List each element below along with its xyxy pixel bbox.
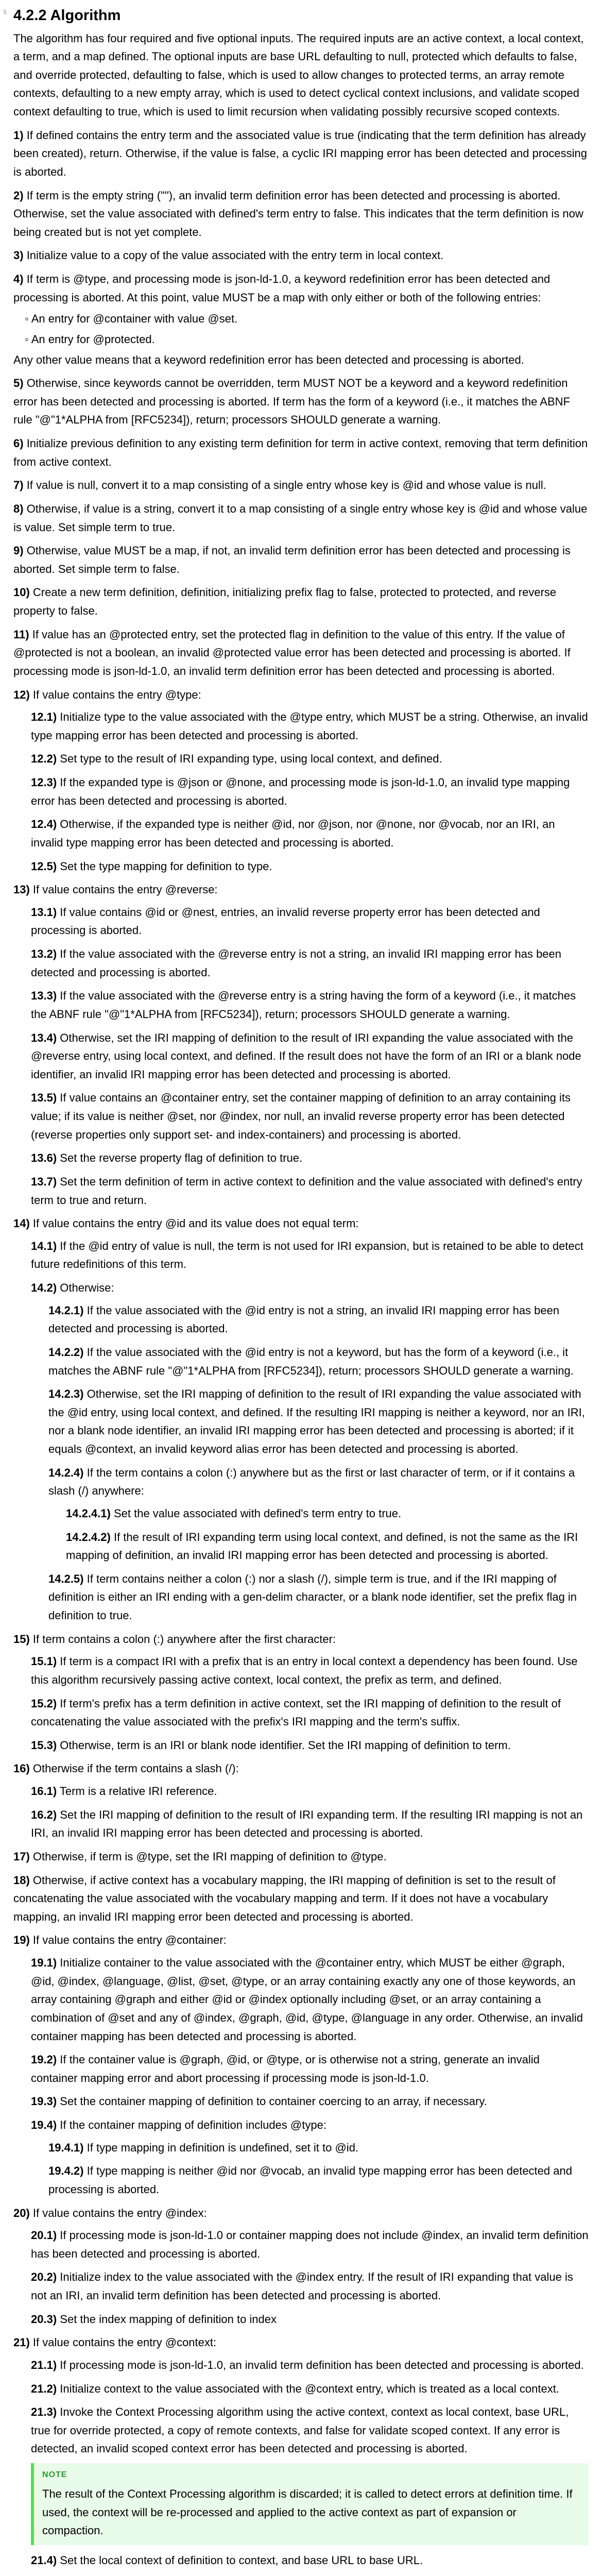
algorithm-substep bbox=[31, 2226, 589, 2263]
step-text: If value contains an @container entry, set the container mapping of definition to an array containing its value; if its value is neither @set, nor @index, nor null, an invalid reverse property error has been detected (reverse properties only support set- and index-containers) and processing is aborted. bbox=[31, 1091, 571, 1141]
step-text: If the expanded type is @json or @none, and processing mode is json-ld-1.0, an invalid type mapping error has been detected and processing is aborted. bbox=[31, 776, 570, 807]
step-text: If the value associated with the @id entry is not a string, an invalid IRI mapping error has been detected and processing is aborted. bbox=[48, 1303, 560, 1335]
step-number: 20) bbox=[13, 2206, 30, 2219]
step-text: If value contains the entry @index: bbox=[32, 2206, 207, 2219]
step-number: 14.2.4.1) bbox=[66, 1506, 111, 1520]
algorithm-step bbox=[13, 1931, 589, 2198]
algorithm-substep bbox=[48, 2162, 589, 2198]
step-text: Otherwise, term is an IRI or blank node identifier. Set the IRI mapping of definition to term. bbox=[60, 1738, 511, 1752]
algorithm-step bbox=[13, 434, 589, 471]
step-number: 9) bbox=[13, 544, 24, 557]
step-number: 19.3) bbox=[31, 2095, 57, 2108]
algorithm-step bbox=[13, 187, 589, 242]
substep-list bbox=[31, 1237, 589, 1625]
step-number: 12.2) bbox=[31, 752, 57, 766]
step-number: 19.2) bbox=[31, 2053, 57, 2066]
algorithm-substep bbox=[48, 2139, 589, 2157]
algorithm-substep bbox=[48, 1343, 589, 1380]
step-number: 14.2.3) bbox=[48, 1387, 84, 1401]
step-text: Term is a relative IRI reference. bbox=[59, 1785, 217, 1798]
step-text: If the container mapping of definition includes @type: bbox=[60, 2119, 326, 2132]
step-text: Otherwise, since keywords cannot be overridden, term MUST NOT be a keyword and a keyword redefinition error has been detected and processing is aborted. If term has the form of a keyword (i.e., it matches the ABNF rule "@"1*ALPHA from [RFC5234]), return; processors SHOULD generate a warning. bbox=[13, 377, 570, 427]
substep-list bbox=[31, 903, 589, 1209]
step-number: 14.2.1) bbox=[48, 1303, 84, 1317]
substep-list bbox=[31, 2356, 589, 2458]
algorithm-substep bbox=[66, 1504, 589, 1523]
step-text: Otherwise, set the IRI mapping of definition to the result of IRI expanding the value associated with the @reverse entry, using local context, and defined. If the result does not have the form of an IRI or a blank node identifier, an invalid IRI mapping error has been detected and processing is aborted. bbox=[31, 1031, 581, 1081]
step-number: 2) bbox=[13, 189, 24, 202]
step-number: 21.3) bbox=[31, 2405, 57, 2419]
step-text: If term is the empty string (""), an invalid term definition error has been detected and processing is aborted. Otherwise, set the value associated with defined's term entry to false. This indicates that the term definition is now being created but is not yet complete. bbox=[13, 189, 583, 239]
step-number: 20.3) bbox=[31, 2312, 57, 2326]
step-text: Create a new term definition, definition, initializing prefix flag to false, protected to protected, and reverse property to false. bbox=[13, 586, 557, 618]
step-number: 16) bbox=[13, 1762, 30, 1775]
step-number: 13.6) bbox=[31, 1151, 57, 1165]
algorithm-step bbox=[13, 374, 589, 429]
algorithm-substep bbox=[31, 2551, 589, 2570]
algorithm-substep bbox=[31, 1149, 589, 1167]
algorithm-substep bbox=[66, 1528, 589, 1565]
step-text: Otherwise: bbox=[60, 1281, 114, 1295]
step-text: If the value associated with the @reverse entry is not a string, an invalid IRI mapping error has been detected and processing is aborted. bbox=[31, 947, 562, 979]
step-text: Set the local context of definition to context, and base URL to base URL. bbox=[60, 2553, 423, 2567]
step-number: 12) bbox=[13, 688, 30, 701]
step-number: 14.2.4) bbox=[48, 1466, 84, 1479]
step-number: 19.4.1) bbox=[48, 2141, 84, 2154]
step-number: 11) bbox=[13, 628, 29, 641]
algorithm-substep bbox=[31, 1806, 589, 1842]
step-number: 13.1) bbox=[31, 905, 57, 919]
intro-paragraph: The algorithm has four required and five optional inputs. The required inputs are an active context, a local context, a term, and a map defined. The optional inputs are base URL defaulting to null, protected which defaults to false, and override protected, defaulting to false, which is used to allow changes to protected terms, an array remote contexts, defaulting to a new empty array, which is used to detect cyclical context inclusions, and validate scoped context defaulting to true, which is used to limit recursion when validating possibly recursive scoped contexts. bbox=[13, 31, 584, 118]
step-text: If type mapping in definition is undefined, set it to @id. bbox=[87, 2141, 359, 2154]
algorithm-substep bbox=[31, 1694, 589, 1731]
algorithm-substep bbox=[48, 1464, 589, 1565]
algorithm-step bbox=[13, 2204, 589, 2329]
step-number: 8) bbox=[13, 502, 24, 515]
step-number: 13.4) bbox=[31, 1031, 57, 1044]
algorithm-substep bbox=[31, 1237, 589, 1274]
step-text: If term contains neither a colon (:) nor a slash (/), simple term is true, and if the IRI mapping of definition is either an IRI ending with a gen-delim character, or a blank node identifier, set the prefix flag in definition to true. bbox=[48, 1572, 577, 1622]
step-text: Invoke the Context Processing algorithm using the active context, context as local context, base URL, true for override protected, a copy of remote contexts, and false for validate scoped context. If any error is detected, an invalid scoped context error has been detected and processing is aborted. bbox=[31, 2405, 569, 2455]
step-text: If term is a compact IRI with a prefix that is an entry in local context a dependency has been found. Use this algorithm recursively passing active context, local context, the prefix as term, and defined. bbox=[31, 1655, 578, 1686]
note-box bbox=[31, 2463, 589, 2545]
section-anchor[interactable]: § bbox=[3, 8, 7, 15]
step-number: 14.2.4.2) bbox=[66, 1530, 111, 1544]
step-text: If value contains the entry @id and its value does not equal term: bbox=[32, 1217, 359, 1230]
step-number: 13.5) bbox=[31, 1091, 57, 1105]
algorithm-substep bbox=[31, 1954, 589, 2045]
substep-list bbox=[31, 2551, 589, 2570]
step-number: 17) bbox=[13, 1850, 30, 1863]
step-number: 19.1) bbox=[31, 1956, 57, 1970]
step-text: Initialize previous definition to any existing term definition for term in active context, removing that term definition from active context. bbox=[13, 437, 588, 468]
substep-list bbox=[31, 1782, 589, 1842]
step-number: 13.3) bbox=[31, 989, 57, 1003]
step-number: 7) bbox=[13, 479, 24, 492]
substep-list bbox=[48, 2139, 589, 2199]
step-text: Otherwise, if the expanded type is neither @id, nor @json, nor @none, nor @vocab, nor an IRI, an invalid type mapping error has been detected and processing is aborted. bbox=[31, 818, 555, 849]
algorithm-step bbox=[13, 583, 589, 620]
step-number: 12.4) bbox=[31, 818, 57, 831]
algorithm-step bbox=[13, 476, 589, 495]
bullet-icon: ◦ bbox=[25, 332, 31, 346]
step-text: Set the type mapping for definition to type. bbox=[60, 859, 272, 873]
algorithm-substep bbox=[48, 1301, 589, 1338]
algorithm-step bbox=[13, 246, 589, 265]
step-number: 19) bbox=[13, 1934, 30, 1947]
algorithm-substep bbox=[31, 2310, 589, 2329]
step-text: If value contains the entry @reverse: bbox=[32, 883, 218, 896]
algorithm-substep bbox=[31, 1089, 589, 1144]
algorithm-substep bbox=[31, 1173, 589, 1209]
step-number: 21.4) bbox=[31, 2553, 57, 2567]
step-number: 15.1) bbox=[31, 1655, 57, 1668]
bullet-icon: ◦ bbox=[25, 312, 31, 326]
substep-list bbox=[48, 1301, 589, 1625]
step-text: If processing mode is json-ld-1.0 or container mapping does not include @index, an invalid term definition has been detected and processing is aborted. bbox=[31, 2229, 589, 2260]
step-text: Set the IRI mapping of definition to the result of IRI expanding term. If the resulting IRI mapping is not an IRI, an invalid IRI mapping error has been detected and processing is aborted. bbox=[31, 1808, 583, 1840]
step-text: If the @id entry of value is null, the term is not used for IRI expansion, but is retained to be able to detect future redefinitions of this term. bbox=[31, 1239, 583, 1271]
step-text: If the term contains a colon (:) anywhere but as the first or last character of term, or if it contains a slash (/) anywhere: bbox=[48, 1466, 575, 1498]
step-text: If term contains a colon (:) anywhere after the first character: bbox=[32, 1632, 336, 1646]
step-number: 5) bbox=[13, 377, 24, 390]
algorithm-step bbox=[13, 1848, 589, 1866]
step-number: 21.1) bbox=[31, 2358, 57, 2371]
step-number: 14) bbox=[13, 1217, 30, 1230]
step-text: If value is null, convert it to a map consisting of a single entry whose key is @id and whose value is null. bbox=[26, 479, 546, 492]
algorithm-step bbox=[13, 2333, 589, 2569]
algorithm-substep bbox=[31, 1736, 589, 1755]
algorithm-substep bbox=[31, 750, 589, 768]
algorithm-substep bbox=[31, 773, 589, 810]
step-text: If term is @type, and processing mode is json-ld-1.0, a keyword redefinition error has been detected and processing is aborted. At this point, value MUST be a map with only either or both of the following entries: bbox=[13, 273, 551, 304]
bullet-text: An entry for @container with value @set. bbox=[31, 312, 238, 326]
step-number: 13.2) bbox=[31, 947, 57, 961]
step-text: If the value associated with the @reverse entry is a string having the form of a keyword (i.e., it matches the ABNF rule "@"1*ALPHA from [RFC5234]), return; processors SHOULD generate a warning. bbox=[31, 989, 576, 1021]
step-text: Otherwise, value MUST be a map, if not, an invalid term definition error has been detected and processing is aborted. Set simple term to false. bbox=[13, 544, 571, 575]
algorithm-substep bbox=[48, 1570, 589, 1625]
step-text: Set the container mapping of definition to container coercing to an array, if necessary. bbox=[60, 2095, 487, 2108]
step-text: Initialize container to the value associated with the @container entry, which MUST be either @graph, @id, @index, @language, @list, @set, @type, or an array containing exactly any one of those keywords, an array containing @graph and either @id or @index optionally including @set, or an array containing a combination of @set and any of @index, @graph, @id, @type, @language in any order. Otherwise, an invalid container mapping has been detected and processing is aborted. bbox=[31, 1956, 583, 2043]
bullet-text: An entry for @protected. bbox=[31, 332, 155, 346]
algorithm-substep bbox=[31, 2050, 589, 2087]
step-text: Set type to the result of IRI expanding type, using local context, and defined. bbox=[60, 752, 442, 766]
algorithm-substep bbox=[31, 1029, 589, 1084]
algorithm-substep bbox=[31, 903, 589, 940]
algorithm-substep bbox=[31, 708, 589, 744]
step-number: 4) bbox=[13, 273, 24, 286]
step-text: Otherwise, if active context has a vocabulary mapping, the IRI mapping of definition is set to the result of concatenating the value associated with the vocabulary mapping and term. If it does not have a vocabulary mapping, an invalid IRI mapping error been detected and processing is aborted. bbox=[13, 1873, 556, 1923]
step-number: 21.2) bbox=[31, 2382, 57, 2395]
step-number: 12.5) bbox=[31, 859, 57, 873]
step-text: If type mapping is neither @id nor @vocab, an invalid type mapping error has been detected and processing is aborted. bbox=[48, 2164, 572, 2196]
substep-list bbox=[31, 1652, 589, 1754]
step-text: Otherwise if the term contains a slash (/): bbox=[32, 1762, 239, 1775]
section-heading: 4.2.2 Algorithm bbox=[13, 7, 121, 24]
step-number: 16.2) bbox=[31, 1808, 57, 1821]
algorithm-substep bbox=[31, 2356, 589, 2375]
step-number: 15) bbox=[13, 1632, 30, 1646]
step-text: Initialize type to the value associated with the @type entry, which MUST be a string. Otherwise, an invalid type mapping error has been detected and processing is aborted. bbox=[31, 710, 588, 742]
step-followup-text: Any other value means that a keyword redefinition error has been detected and processing is aborted. bbox=[13, 353, 524, 366]
step-bullet-list bbox=[25, 310, 589, 348]
step-number: 14.2.5) bbox=[48, 1572, 84, 1585]
algorithm-step bbox=[13, 500, 589, 536]
algorithm-step bbox=[13, 686, 589, 876]
bullet-item bbox=[25, 330, 589, 349]
step-text: If value contains the entry @context: bbox=[32, 2336, 217, 2349]
step-text: Otherwise, if value is a string, convert it to a map consisting of a single entry whose key is @id and whose value is value. Set simple term to true. bbox=[13, 502, 588, 534]
step-text: If value contains @id or @nest, entries, an invalid reverse property error has been detected and processing is aborted. bbox=[31, 905, 540, 937]
algorithm-step bbox=[13, 1871, 589, 1926]
step-text: Set the value associated with defined's term entry to true. bbox=[113, 1506, 402, 1520]
algorithm-substep bbox=[31, 945, 589, 981]
algorithm-substep bbox=[31, 2092, 589, 2111]
algorithm-substep bbox=[31, 1279, 589, 1625]
step-number: 16.1) bbox=[31, 1785, 57, 1798]
note-text: The result of the Context Processing algorithm is discarded; it is called to detect errors at definition time. If used, the context will be re-processed and applied to the active context as part of expansion or compaction. bbox=[42, 2487, 573, 2537]
step-text: Initialize context to the value associated with the @context entry, which is treated as a local context. bbox=[60, 2382, 559, 2395]
algorithm-substep bbox=[31, 1652, 589, 1689]
step-text: Initialize value to a copy of the value associated with the entry term in local context. bbox=[26, 249, 444, 262]
step-number: 18) bbox=[13, 1873, 30, 1887]
step-text: If term's prefix has a term definition in active context, set the IRI mapping of definition to the result of concatenating the value associated with the prefix's IRI mapping and the term's suffix. bbox=[31, 1697, 561, 1728]
algorithm-substep bbox=[31, 2268, 589, 2304]
step-text: Otherwise, set the IRI mapping of definition to the result of IRI expanding the value associated with the @id entry, using local context, and defined. If the resulting IRI mapping is neither a keyword, nor an IRI, nor a blank node identifier, an invalid IRI mapping error has been detected and processing is aborted; if it equals @context, an invalid keyword alias error has been detected and processing is aborted. bbox=[48, 1387, 585, 1456]
step-text: If the result of IRI expanding term using local context, and defined, is not the same as the IRI mapping of definition, an invalid IRI mapping error has been detected and processing is aborted. bbox=[66, 1530, 578, 1562]
algorithm-step bbox=[13, 1759, 589, 1842]
step-text: If processing mode is json-ld-1.0, an invalid term definition has been detected and processing is aborted. bbox=[60, 2358, 584, 2371]
algorithm-step bbox=[13, 270, 589, 369]
note-label: NOTE bbox=[42, 2470, 67, 2480]
algorithm-substep bbox=[31, 2403, 589, 2458]
algorithm-steps bbox=[13, 126, 589, 2576]
step-text: Set the term definition of term in active context to definition and the value associated with defined's entry term to true and return. bbox=[31, 1175, 582, 1207]
step-number: 15.3) bbox=[31, 1738, 57, 1752]
step-text: Set the index mapping of definition to index bbox=[60, 2312, 277, 2326]
step-text: If the value associated with the @id entry is not a keyword, but has the form of a keyword (i.e., it matches the ABNF rule "@"1*ALPHA from [RFC5234]), return; processors SHOULD generate a warning. bbox=[48, 1345, 574, 1377]
algorithm-substep bbox=[31, 2116, 589, 2199]
algorithm-step bbox=[13, 541, 589, 578]
bullet-item bbox=[25, 310, 589, 328]
step-text: If value has an @protected entry, set the protected flag in definition to the value of this entry. If the value of @protected is not a boolean, an invalid @protected value error has been detected and processing is aborted. If processing mode is json-ld-1.0, an invalid term definition error has been detected and processing is aborted. bbox=[13, 628, 571, 677]
step-text: If defined contains the entry term and the associated value is true (indicating that the term definition has already been created), return. Otherwise, if the value is false, a cyclic IRI mapping error has been detected and processing is aborted. bbox=[13, 128, 588, 178]
step-text: Initialize index to the value associated with the @index entry. If the result of IRI expanding that value is not an IRI, an invalid term definition has been detected and processing is aborted. bbox=[31, 2270, 573, 2302]
step-text: Set the reverse property flag of definition to true. bbox=[60, 1151, 303, 1165]
step-number: 1) bbox=[13, 128, 24, 142]
step-text: If value contains the entry @container: bbox=[32, 1934, 227, 1947]
step-number: 21) bbox=[13, 2336, 30, 2349]
step-number: 14.2) bbox=[31, 1281, 57, 1295]
step-number: 20.1) bbox=[31, 2229, 57, 2242]
step-number: 13.7) bbox=[31, 1175, 57, 1188]
substep-list bbox=[66, 1504, 589, 1565]
substep-list bbox=[31, 1954, 589, 2199]
step-number: 3) bbox=[13, 249, 24, 262]
algorithm-step bbox=[13, 625, 589, 681]
step-number: 14.2.2) bbox=[48, 1345, 84, 1359]
algorithm-step bbox=[13, 1214, 589, 1625]
step-text: If value contains the entry @type: bbox=[32, 688, 201, 701]
substep-list bbox=[31, 2226, 589, 2328]
algorithm-substep bbox=[48, 1385, 589, 1459]
algorithm-substep bbox=[31, 857, 589, 876]
step-number: 6) bbox=[13, 437, 24, 450]
algorithm-step bbox=[13, 880, 589, 1209]
algorithm-step bbox=[13, 126, 589, 181]
step-number: 12.3) bbox=[31, 776, 57, 789]
step-number: 10) bbox=[13, 586, 30, 599]
step-text: Otherwise, if term is @type, set the IRI mapping of definition to @type. bbox=[32, 1850, 387, 1863]
step-number: 20.2) bbox=[31, 2270, 57, 2284]
step-number: 19.4) bbox=[31, 2119, 57, 2132]
step-number: 13) bbox=[13, 883, 30, 896]
algorithm-step bbox=[13, 1630, 589, 1755]
step-number: 19.4.2) bbox=[48, 2164, 84, 2178]
algorithm-substep bbox=[31, 2380, 589, 2398]
algorithm-substep bbox=[31, 1782, 589, 1801]
step-number: 12.1) bbox=[31, 710, 57, 724]
substep-list bbox=[31, 708, 589, 875]
step-number: 14.1) bbox=[31, 1239, 57, 1252]
step-text: If the container value is @graph, @id, or @type, or is otherwise not a string, generate an invalid container mapping error and abort processing if processing mode is json-ld-1.0. bbox=[31, 2053, 540, 2084]
step-number: 15.2) bbox=[31, 1697, 57, 1710]
algorithm-substep bbox=[31, 987, 589, 1023]
algorithm-substep bbox=[31, 815, 589, 852]
